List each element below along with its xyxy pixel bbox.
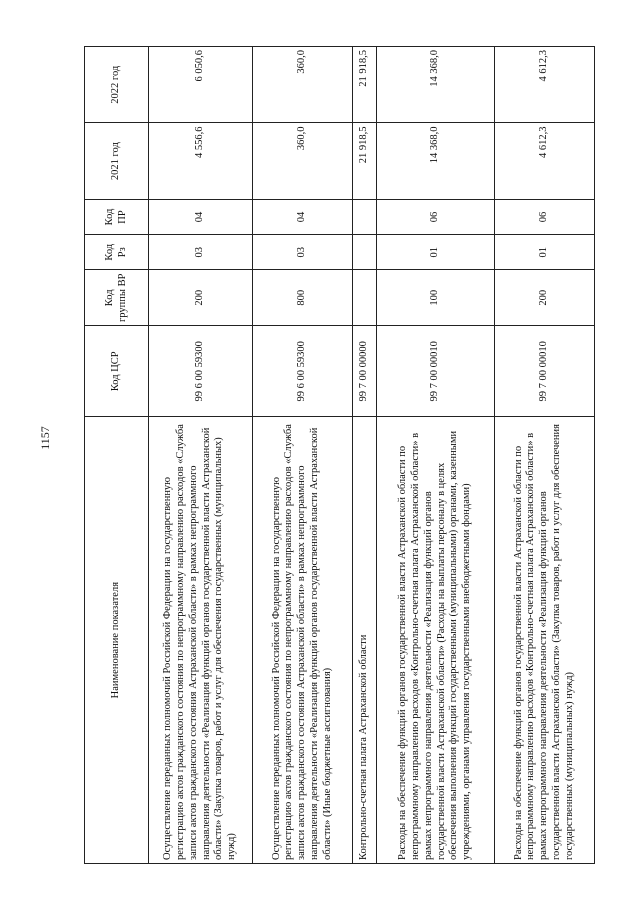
header-csr: Код ЦСР (85, 326, 149, 417)
header-name: Наименование показателя (85, 417, 149, 864)
table-row (353, 47, 377, 864)
row-2022: 4 612,3 (495, 47, 595, 123)
budget-table-rotated (84, 46, 594, 864)
header-vr: Код группы ВР (85, 270, 149, 326)
row-2021: 21 918,5 (353, 123, 377, 199)
row-csr: 99 7 00 00010 (377, 326, 495, 417)
row-pr: 06 (377, 199, 495, 234)
row-csr: 99 7 00 00000 (353, 326, 377, 417)
header-2022: 2022 год (85, 47, 149, 123)
row-2022: 360,0 (253, 47, 353, 123)
row-vr (353, 270, 377, 326)
header-pr: Код ПР (85, 199, 149, 234)
row-vr: 800 (253, 270, 353, 326)
row-name: Контрольно-счетная палата Астраханской области (353, 417, 377, 864)
row-rz: 01 (377, 235, 495, 270)
header-row (85, 47, 149, 864)
row-rz: 01 (495, 235, 595, 270)
row-2022: 21 918,5 (353, 47, 377, 123)
row-name: Расходы на обеспечение функций органов государственной власти Астраханской области по непрограммному направлению расходов «Контрольно-счетная палата Астраханской области» в рамках непрограммного направления деятельности «Реализация функций органов государственной власти Астраханской области» (Расходы на выплаты персоналу в целях обеспечения выполнения функций государственными (муниципальными) органами, казенными учреждениями, органами управления государственными внебюджетными фондами) (377, 417, 495, 864)
row-2022: 14 368,0 (377, 47, 495, 123)
header-rz: Код Рз (85, 235, 149, 270)
budget-table (84, 46, 595, 864)
row-vr: 200 (495, 270, 595, 326)
row-2021: 4 556,6 (149, 123, 253, 199)
row-pr: 06 (495, 199, 595, 234)
header-2021: 2021 год (85, 123, 149, 199)
row-pr: 04 (149, 199, 253, 234)
row-csr: 99 6 00 59300 (253, 326, 353, 417)
row-pr (353, 199, 377, 234)
page-number: 1157 (38, 426, 52, 450)
row-csr: 99 6 00 59300 (149, 326, 253, 417)
row-name: Осуществление переданных полномочий Российской Федерации на государственную регистрацию актов гражданского состояния по непрограммному направлению расходов «Служба записи актов гражданского состояния Астраханской области» в рамках непрограммного направления деятельности «Реализация функций органов государственной власти Астраханской области» (Закупка товаров, работ и услуг для обеспечения государственных (муниципальных) нужд) (149, 417, 253, 864)
row-name: Расходы на обеспечение функций органов государственной власти Астраханской области по непрограммному направлению расходов «Контрольно-счетная палата Астраханской области» в рамках непрограммного направления деятельности «Реализация функций органов государственной власти Астраханской области» (Закупка товаров, работ и услуг для обеспечения государственных (муниципальных) нужд) (495, 417, 595, 864)
table-row (495, 47, 595, 864)
table-row (253, 47, 353, 864)
row-pr: 04 (253, 199, 353, 234)
table-row (377, 47, 495, 864)
row-vr: 200 (149, 270, 253, 326)
table-row (149, 47, 253, 864)
row-2022: 6 050,6 (149, 47, 253, 123)
row-rz: 03 (253, 235, 353, 270)
row-name: Осуществление переданных полномочий Российской Федерации на государственную регистрацию актов гражданского состояния по непрограммному направлению расходов «Служба записи актов гражданского состояния Астраханской области» в рамках непрограммного направления деятельности «Реализация функций органов государственной власти Астраханской области» (Иные бюджетные ассигнования) (253, 417, 353, 864)
row-2021: 4 612,3 (495, 123, 595, 199)
row-csr: 99 7 00 00010 (495, 326, 595, 417)
row-rz: 03 (149, 235, 253, 270)
row-rz (353, 235, 377, 270)
row-2021: 14 368,0 (377, 123, 495, 199)
row-vr: 100 (377, 270, 495, 326)
row-2021: 360,0 (253, 123, 353, 199)
